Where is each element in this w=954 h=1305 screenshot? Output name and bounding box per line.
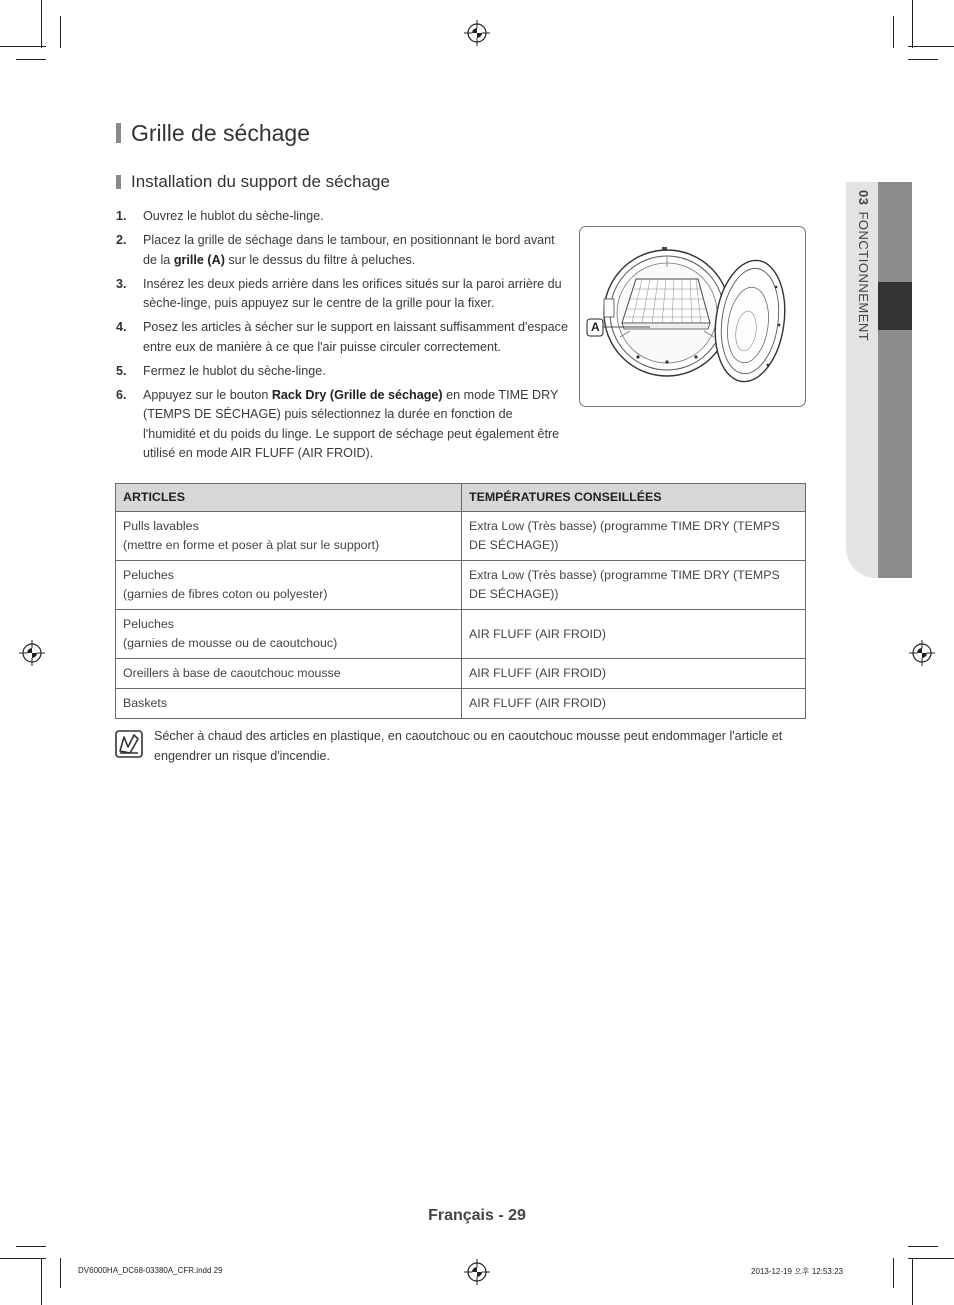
step-number: 5. (116, 363, 127, 378)
temperature-cell: Extra Low (Très basse) (programme TIME DRY (TEMPS DE SÉCHAGE)) (462, 512, 806, 561)
registration-mark-icon (19, 640, 45, 666)
print-slug-file: DV6000HA_DC68-03380A_CFR.indd 29 (78, 1266, 223, 1275)
crop-mark (41, 1258, 42, 1305)
heading-bar (116, 123, 121, 143)
item-name: Oreillers à base de caoutchouc mousse (123, 666, 341, 680)
step-item (116, 318, 568, 357)
chapter-tab-label (853, 190, 871, 450)
item-name: Pulls lavables (123, 519, 199, 533)
step-item (116, 386, 568, 464)
step-text: Posez les articles à sécher sur le support en laissant suffisamment d'espace entre eux de manière à ce que l'air puisse circuler correctement. (143, 320, 568, 354)
item-name: Baskets (123, 696, 168, 710)
item-cell (116, 659, 462, 689)
crop-mark (0, 46, 46, 47)
step-text (143, 231, 568, 270)
callout-label: A (591, 320, 600, 334)
step-text: Ouvrez le hublot du sèche-linge. (143, 209, 324, 223)
item-note: (garnies de fibres coton ou polyester) (123, 587, 328, 601)
table-row (116, 561, 806, 610)
step-item (116, 275, 568, 314)
crop-mark (908, 46, 954, 47)
print-slug-date: 2013-12-19 오후 12:53:23 (751, 1267, 843, 1276)
table-row (116, 689, 806, 719)
item-name: Peluches (123, 617, 174, 631)
crop-mark (60, 16, 61, 48)
section-title-text: Grille de séchage (131, 120, 310, 146)
step-text-part: en mode TIME DRY (TEMPS DE SÉCHAGE) puis sélectionnez la durée en fonction de l'humidité et du poids du linge. Le support de séchage peut également être utilisé en mode AIR FLUFF (AIR FROID). (143, 387, 560, 461)
column-header: ARTICLES (116, 484, 462, 512)
step-text-part: Appuyez sur le bouton (143, 387, 272, 402)
step-text-part: sur le dessus du filtre à peluches. (224, 252, 416, 267)
chapter-tab-strip (878, 182, 912, 578)
crop-mark (893, 1258, 894, 1288)
crop-mark (16, 1246, 46, 1247)
item-cell (116, 512, 462, 561)
item-cell (116, 689, 462, 719)
temperature-cell: AIR FLUFF (AIR FROID) (462, 659, 806, 689)
step-number: 6. (116, 387, 127, 402)
step-number: 1. (116, 209, 127, 223)
step-text-part: Placez la grille de séchage dans le tambour, en positionnant le bord avant de la (143, 233, 555, 267)
caution-note-icon (115, 730, 143, 758)
item-note: (mettre en forme et poser à plat sur le support) (123, 538, 380, 552)
item-cell (116, 561, 462, 610)
step-text-bold: grille (A) (173, 252, 225, 267)
dryer-rack-illustration (579, 226, 806, 407)
subsection-title (116, 172, 390, 192)
step-text: Fermez le hublot du sèche-linge. (143, 363, 326, 378)
step-text (143, 386, 568, 464)
subsection-title-text: Installation du support de séchage (131, 172, 390, 191)
crop-mark (0, 1258, 46, 1259)
step-item (116, 231, 568, 270)
crop-mark (60, 1258, 61, 1288)
instruction-steps (116, 207, 568, 469)
registration-mark-icon (909, 640, 935, 666)
step-number: 4. (116, 320, 127, 335)
column-header: TEMPÉRATURES CONSEILLÉES (462, 484, 806, 512)
heading-bar (116, 175, 121, 189)
crop-mark (16, 59, 46, 60)
crop-mark (912, 1258, 913, 1305)
chapter-name: FONCTIONNEMENT (856, 211, 871, 342)
temperature-cell: Extra Low (Très basse) (programme TIME DRY (TEMPS DE SÉCHAGE)) (462, 561, 806, 610)
temperature-cell: AIR FLUFF (AIR FROID) (462, 689, 806, 719)
crop-mark (908, 59, 938, 60)
registration-mark-icon (464, 20, 490, 46)
table-header-row (116, 484, 806, 512)
table-row (116, 610, 806, 659)
crop-mark (908, 1246, 938, 1247)
item-note: (garnies de mousse ou de caoutchouc) (123, 636, 338, 650)
step-number: 3. (116, 276, 127, 291)
dryer-drum-illustration (580, 227, 805, 406)
crop-mark (893, 16, 894, 48)
step-item (116, 207, 568, 227)
chapter-tab-marker (878, 282, 912, 330)
item-cell (116, 610, 462, 659)
item-name: Peluches (123, 568, 174, 582)
chapter-number: 03 (856, 190, 871, 206)
step-item (116, 362, 568, 382)
temperature-cell: AIR FLUFF (AIR FROID) (462, 610, 806, 659)
table-row (116, 512, 806, 561)
step-number: 2. (116, 233, 127, 248)
registration-mark-icon (464, 1259, 490, 1285)
recommended-temperatures-table (115, 483, 806, 719)
page-number: Français - 29 (428, 1207, 526, 1224)
table-row (116, 659, 806, 689)
crop-mark (908, 1258, 954, 1259)
step-text: Insérez les deux pieds arrière dans les orifices situés sur la paroi arrière du sèche-linge, puis appuyez sur le centre de la grille pour la fixer. (143, 276, 562, 311)
crop-mark (41, 0, 42, 48)
crop-mark (912, 0, 913, 48)
section-title (116, 120, 310, 147)
caution-note-text: Sécher à chaud des articles en plastique, en caoutchouc ou en caoutchouc mousse peut endommager l'article et engendrer un risque d'incendie. (154, 729, 783, 763)
step-text-bold: Rack Dry (Grille de séchage) (271, 387, 443, 402)
